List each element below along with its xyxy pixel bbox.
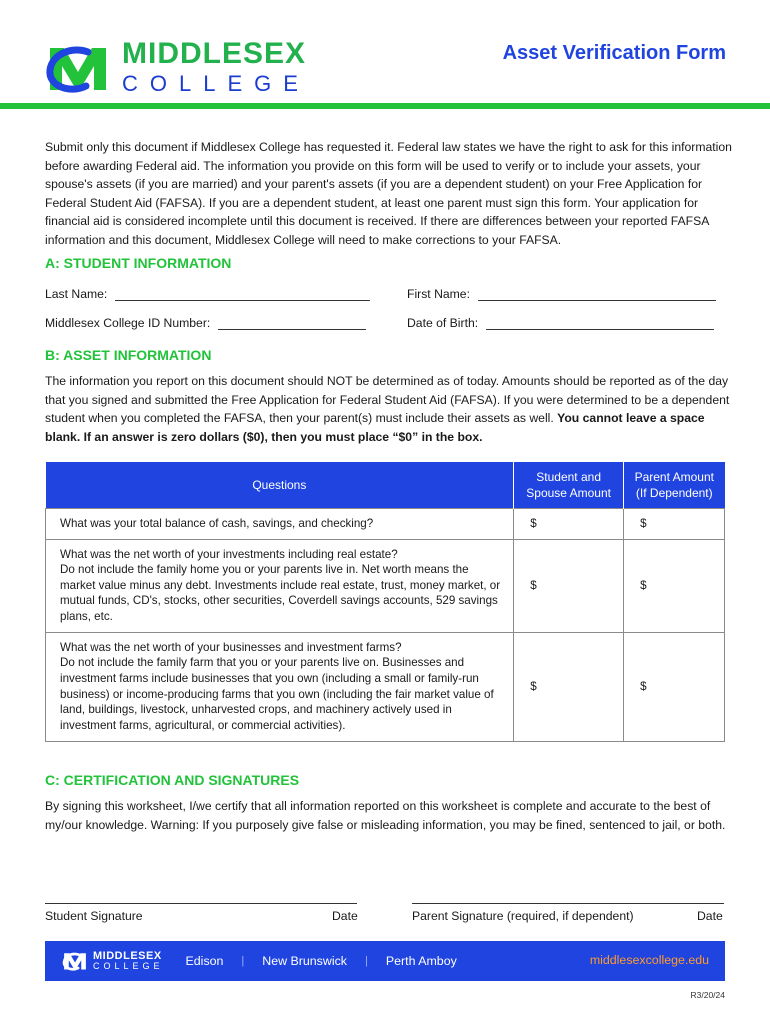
last-name-label: Last Name:: [45, 287, 108, 301]
college-id-label: Middlesex College ID Number:: [45, 316, 211, 330]
parent-date-label: Date: [697, 909, 723, 923]
parent-amount-cell[interactable]: [624, 539, 725, 632]
student-amount-header-line1: Student and: [536, 469, 601, 484]
dollar-sign: $: [530, 680, 537, 693]
asset-intro-bold: You cannot leave a space blank. If an answer is zero dollars ($0), then you must place “$0” in the box.: [45, 411, 705, 444]
parent-amount-cell[interactable]: [624, 508, 725, 539]
questions-header: Questions: [46, 462, 514, 508]
section-b-heading: B: ASSET INFORMATION: [45, 347, 212, 363]
dollar-sign: $: [640, 517, 647, 530]
asset-table-header: [46, 462, 725, 508]
footer-separator: |: [241, 955, 245, 967]
parent-signature-line[interactable]: [412, 903, 724, 904]
mc-monogram-icon: [61, 949, 89, 973]
parent-amount-header: [624, 462, 725, 508]
footer-logo: [61, 949, 164, 973]
date-of-birth-field[interactable]: [407, 316, 714, 330]
dollar-sign: $: [640, 579, 647, 592]
logo-wordmark-top: MIDDLESEX: [122, 37, 307, 70]
first-name-label: First Name:: [407, 287, 470, 301]
section-c-heading: C: CERTIFICATION AND SIGNATURES: [45, 772, 300, 788]
footer-bar: [45, 941, 725, 981]
student-signature-label: Student Signature: [45, 909, 143, 923]
date-of-birth-line[interactable]: [486, 318, 714, 330]
intro-paragraph: Submit only this document if Middlesex College has requested it. Federal law states we have the right to ask for this information before awarding Federal aid. The information you provide on this form will be used to verify or to include your assets, your spouse's assets (if you are married) and your parent's assets (if you are a dependent student) on your Free Application for Federal Student Aid (FAFSA). If you are a dependent student, at least one parent must sign this form. Your application for financial aid is considered incomplete until this document is received. If there are differences between your reported FAFSA information and this document, Middlesex College will need to make corrections to your FAFSA.: [45, 140, 732, 247]
campus-new-brunswick: New Brunswick: [262, 954, 347, 968]
website-link[interactable]: middlesexcollege.edu: [589, 953, 709, 967]
footer-logo-bottom: COLLEGE: [93, 961, 164, 971]
college-id-line[interactable]: [218, 318, 366, 330]
table-row: [46, 539, 725, 632]
question-cell: [46, 539, 514, 632]
student-amount-cell[interactable]: [514, 539, 624, 632]
page-header: [0, 0, 770, 110]
parent-amount-header-line1: Parent Amount: [634, 469, 714, 484]
question-title: What was the net worth of your businesses and investment farms?: [60, 640, 402, 654]
first-name-field[interactable]: [407, 287, 716, 301]
question-title: What was the net worth of your investments including real estate?: [60, 547, 398, 561]
student-amount-header: [514, 462, 624, 508]
question-title: What was your total balance of cash, savings, and checking?: [60, 516, 374, 530]
logo-wordmark-bottom: COLLEGE: [122, 71, 310, 96]
revision-code: R3/20/24: [690, 990, 725, 1000]
question-detail: Do not include the family home you or your parents live in. Net worth means the market value minus any debt. Investments include real estate, trust, money market, or mutual funds, CD's, stocks, other securities, Coverdell savings accounts, 529 savings plans, etc.: [60, 563, 501, 623]
parent-amount-cell[interactable]: [624, 632, 725, 741]
table-row: [46, 632, 725, 741]
mc-monogram-icon: [42, 38, 114, 98]
page-title: Asset Verification Form: [502, 42, 726, 64]
asset-intro-text: The information you report on this document should NOT be determined as of today. Amounts should be reported as of the day that you signed and submitted the Free Application for Federal Student Aid (FAFSA). If you were determined to be a dependent student when you completed the FAFSA, then your parent(s) must include their assets as well.: [45, 374, 730, 425]
footer-separator: |: [364, 955, 368, 967]
dollar-sign: $: [640, 680, 647, 693]
campus-perth-amboy: Perth Amboy: [385, 954, 457, 968]
section-a-heading: A: STUDENT INFORMATION: [45, 255, 232, 271]
college-logo: [42, 38, 310, 98]
student-date-label: Date: [332, 909, 358, 923]
campus-edison: Edison: [185, 954, 224, 968]
parent-signature-label: Parent Signature (required, if dependent): [412, 909, 634, 923]
asset-intro-paragraph: [45, 372, 735, 446]
dollar-sign: $: [530, 579, 537, 592]
college-id-field[interactable]: [45, 316, 366, 330]
asset-table: [45, 462, 725, 742]
question-cell: [46, 632, 514, 741]
student-amount-header-line2: Spouse Amount: [526, 485, 611, 500]
last-name-line[interactable]: [115, 289, 370, 301]
student-amount-cell[interactable]: [514, 632, 624, 741]
first-name-line[interactable]: [478, 289, 716, 301]
parent-amount-header-line2: (If Dependent): [635, 485, 713, 500]
table-row: [46, 508, 725, 539]
footer-logo-top: MIDDLESEX: [93, 950, 162, 962]
date-of-birth-label: Date of Birth:: [407, 316, 479, 330]
header-divider: [0, 103, 770, 109]
question-cell: [46, 508, 514, 539]
last-name-field[interactable]: [45, 287, 370, 301]
question-detail: Do not include the family farm that you or your parents live on. Businesses and investment farms include businesses that you own (including a small or family-run business) or income-producing farms that you own (including the fair market value of land, buildings, livestock, unharvested crops, and machinery actively used in investment farms, agricultural, or commercial activities).: [60, 656, 494, 732]
certification-paragraph: By signing this worksheet, I/we certify that all information reported on this worksheet is complete and accurate to the best of my/our knowledge. Warning: If you purposely give false or misleading information, you may be fined, sentenced to jail, or both.: [45, 799, 726, 832]
student-amount-cell[interactable]: [514, 508, 624, 539]
dollar-sign: $: [530, 517, 537, 530]
student-signature-line[interactable]: [45, 903, 357, 904]
